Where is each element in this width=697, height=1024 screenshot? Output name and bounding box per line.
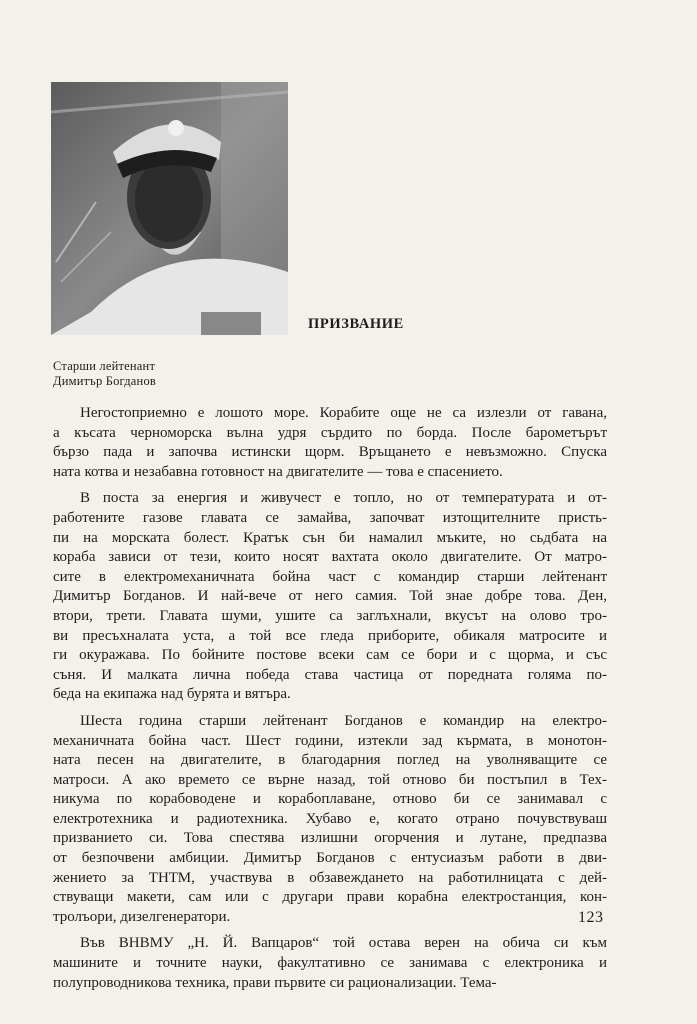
text-line: В поста за енергия и живучест е топло, но от температурата и от- (80, 490, 607, 507)
portrait-photo (51, 82, 288, 335)
text-line: съня. И малката лична победа става частица от поредната голяма по- (53, 666, 607, 683)
text-line: ги окуражава. По бойните постове всеки сам се бори и с щорма, и със (53, 647, 607, 664)
text-line: призванието си. Това спестява излишни огорчения и лутане, предпазва (53, 830, 607, 847)
text-line: ствуващи макети, сам или с другари прави корабна електростанция, кон- (53, 889, 607, 906)
text-line: пи на морската болест. Кратък сън би намалил мъките, но сьдбата на (53, 529, 607, 546)
text-line: втори, трети. Главата шуми, ушите са заглъхнали, вкусът на олово тро- (53, 607, 607, 624)
text-line: полупроводникова техника, прави първите си рационализации. Тема- (53, 974, 497, 991)
text-line: а късата черноморска вълна удря сърдито по борда. После барометърът (53, 424, 607, 441)
text-line: Димитър Богданов. И най-вече от него самия. Той знае добре това. Ден, (53, 588, 607, 605)
body-paragraph (53, 934, 607, 993)
article-body (53, 404, 607, 1000)
body-paragraph (53, 404, 607, 482)
text-line: Шеста година старши лейтенант Богданов е командир на електро- (80, 712, 607, 729)
text-line: Във ВНВМУ „Н. Й. Вапцаров“ той остава верен на обича си към (80, 935, 607, 952)
text-line: механичната бойна част. Шест години, изтекли зад кърмата, в монотон- (53, 732, 607, 749)
text-line: сите в електромеханичната бойна част с командир старши лейтенант (53, 568, 607, 585)
text-line: ви пресъхналата уста, а той все гледа приборите, обикаля матросите и (53, 627, 607, 644)
body-paragraph (53, 489, 607, 705)
text-line: кораба зависи от тези, които носят вахтата около двигателите. От матро- (53, 549, 607, 566)
text-line: работените газове главата се замайва, започват изтощителните присть- (53, 509, 607, 526)
text-line: от безпочвени амбиции. Димитър Богданов с ентусиазъм работи в дви- (53, 850, 607, 867)
text-line: беда на екипажа над бурята и вятъра. (53, 686, 291, 703)
photo-caption (53, 359, 156, 389)
text-line: матроси. А ако времето се върне назад, той отново би постъпил в Тех- (53, 771, 607, 788)
portrait-photo-image (51, 82, 288, 335)
text-line: никума по корабоводене и корабоплаване, отново би се занимавал с (53, 791, 607, 808)
caption-name: Димитър Богданов (53, 374, 156, 388)
text-line: ната котва и незабавна готовност на двигателите — това е спасението. (53, 463, 503, 480)
text-line: жението за ТНТМ, участвува в обзавеждането на работилницата с дей- (53, 869, 607, 886)
text-line: електротехника и радиотехника. Хубаво е, когато отрано почувствуваш (53, 810, 607, 827)
text-line: тролъори, дизелгенератори. (53, 908, 231, 925)
text-line: Негостоприемно е лошото море. Корабите още не са излезли от гавана, (80, 405, 607, 421)
text-line: ната песен на двигателите, в благодарния поглед на уволняващите се (53, 752, 607, 769)
text-line: бързо пада и започва истински щорм. Връщането е невъзможно. Спуска (53, 444, 607, 461)
page-number: 123 (578, 909, 604, 926)
text-line: машините и точните науки, факултативно се занимава с електроника и (53, 955, 607, 972)
caption-rank: Старши лейтенант (53, 359, 156, 373)
article-title: ПРИЗВАНИЕ (308, 316, 404, 332)
body-paragraph (53, 712, 607, 928)
